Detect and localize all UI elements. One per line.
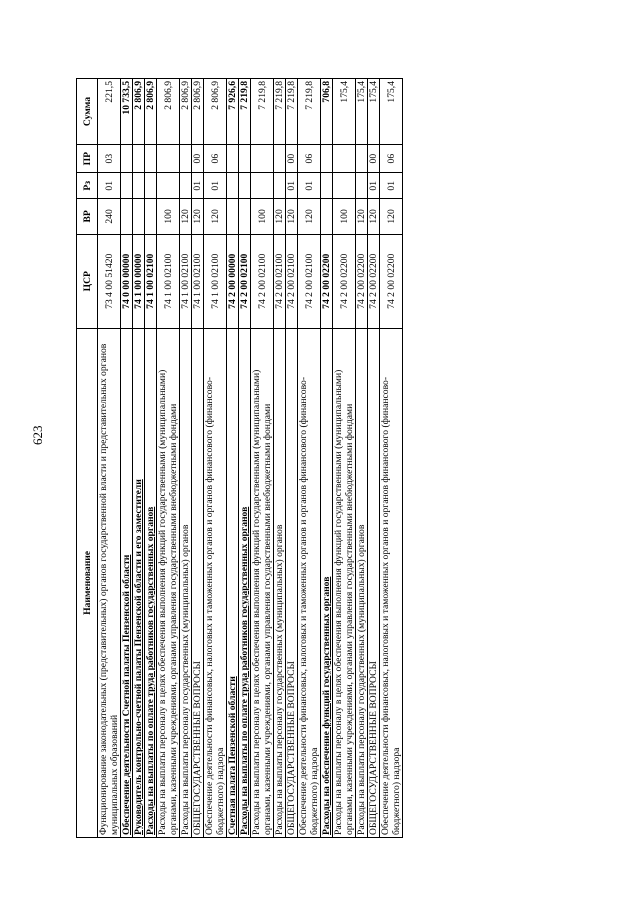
cell-rz: 01 — [204, 173, 227, 199]
table-row — [298, 79, 321, 838]
cell-csr: 74 2 00 02200 — [321, 234, 333, 328]
cell-sum: 221,5 — [98, 79, 121, 145]
cell-name: Расходы на обеспечение функций государственных органов — [321, 328, 333, 837]
cell-pr — [333, 145, 356, 173]
cell-csr: 74 1 00 02100 — [145, 234, 157, 328]
cell-csr: 74 1 00 02100 — [192, 234, 204, 328]
header-sum: Сумма — [77, 79, 98, 145]
cell-pr: 03 — [98, 145, 121, 173]
cell-name: Расходы на выплаты по оплате труда работников государственных органов — [145, 328, 157, 837]
cell-vr — [145, 199, 157, 234]
cell-sum: 2 806,9 — [192, 79, 204, 145]
cell-vr: 120 — [192, 199, 204, 234]
cell-sum: 10 733,5 — [121, 79, 133, 145]
cell-vr — [133, 199, 145, 234]
cell-pr — [133, 145, 145, 173]
rotated-table-container — [76, 78, 639, 838]
cell-pr — [251, 145, 274, 173]
cell-vr: 120 — [298, 199, 321, 234]
cell-pr: 06 — [298, 145, 321, 173]
table-row — [380, 79, 403, 838]
cell-rz: 01 — [98, 173, 121, 199]
table-row — [98, 79, 121, 838]
cell-name: ОБЩЕГОСУДАРСТВЕННЫЕ ВОПРОСЫ — [368, 328, 380, 837]
table-row — [192, 79, 204, 838]
cell-name: Обеспечение деятельности Счетной палаты Пензенской области — [121, 328, 133, 837]
cell-vr: 100 — [333, 199, 356, 234]
table-row — [356, 79, 368, 838]
cell-csr: 74 2 00 02200 — [356, 234, 368, 328]
cell-name: Расходы на выплаты персоналу государственных (муниципальных) органов — [356, 328, 368, 837]
cell-csr: 74 1 00 02100 — [180, 234, 192, 328]
cell-sum: 2 806,9 — [204, 79, 227, 145]
cell-rz: 01 — [286, 173, 298, 199]
cell-csr: 74 1 00 00000 — [133, 234, 145, 328]
table-row — [274, 79, 286, 838]
header-name: Наименование — [77, 328, 98, 837]
cell-csr: 74 2 00 02100 — [239, 234, 251, 328]
cell-sum: 2 806,9 — [133, 79, 145, 145]
cell-sum: 7 219,8 — [274, 79, 286, 145]
cell-name: Расходы на выплаты персоналу государственных (муниципальных) органов — [274, 328, 286, 837]
table-row — [227, 79, 239, 838]
cell-sum: 2 806,9 — [157, 79, 180, 145]
cell-csr: 74 2 00 02200 — [368, 234, 380, 328]
table-row — [286, 79, 298, 838]
cell-name: ОБЩЕГОСУДАРСТВЕННЫЕ ВОПРОСЫ — [286, 328, 298, 837]
cell-name: Функционирование законодательных (представительных) органов государственной власти и представительных органов муниципальных образований — [98, 328, 121, 837]
cell-rz — [180, 173, 192, 199]
cell-pr — [180, 145, 192, 173]
cell-vr — [121, 199, 133, 234]
cell-sum: 175,4 — [333, 79, 356, 145]
cell-pr — [239, 145, 251, 173]
cell-vr — [239, 199, 251, 234]
cell-vr — [321, 199, 333, 234]
cell-csr: 74 0 00 00000 — [121, 234, 133, 328]
header-vr: ВР — [77, 199, 98, 234]
table-row — [321, 79, 333, 838]
cell-csr: 74 2 00 02100 — [274, 234, 286, 328]
table-body — [98, 79, 403, 838]
cell-pr — [121, 145, 133, 173]
cell-rz — [157, 173, 180, 199]
cell-rz — [321, 173, 333, 199]
table-row — [180, 79, 192, 838]
cell-pr: 00 — [192, 145, 204, 173]
cell-sum: 2 806,9 — [145, 79, 157, 145]
cell-rz: 01 — [368, 173, 380, 199]
cell-name: Обеспечение деятельности финансовых, налоговых и таможенных органов и органов финансового (финансово-бюджетного) надзора — [380, 328, 403, 837]
cell-sum: 7 219,8 — [286, 79, 298, 145]
cell-csr: 74 2 00 00000 — [227, 234, 239, 328]
table-row — [333, 79, 356, 838]
header-pr: ПР — [77, 145, 98, 173]
table-row — [251, 79, 274, 838]
cell-rz — [145, 173, 157, 199]
cell-csr: 74 2 00 02100 — [298, 234, 321, 328]
cell-rz: 01 — [298, 173, 321, 199]
cell-name: Обеспечение деятельности финансовых, налоговых и таможенных органов и органов финансового (финансово-бюджетного) надзора — [298, 328, 321, 837]
cell-vr: 100 — [251, 199, 274, 234]
header-row — [77, 79, 98, 838]
cell-sum: 7 926,6 — [227, 79, 239, 145]
cell-vr: 120 — [286, 199, 298, 234]
cell-rz — [239, 173, 251, 199]
cell-pr — [227, 145, 239, 173]
cell-sum: 7 219,8 — [251, 79, 274, 145]
cell-rz — [251, 173, 274, 199]
cell-pr — [157, 145, 180, 173]
cell-pr — [274, 145, 286, 173]
cell-sum: 706,8 — [321, 79, 333, 145]
cell-pr: 00 — [368, 145, 380, 173]
cell-name: Расходы на выплаты персоналу в целях обеспечения выполнения функций государственными (муниципальными) органами, казенными учреждениями, органами управления государственными внебюджетными фондами — [157, 328, 180, 837]
cell-rz — [121, 173, 133, 199]
cell-name: ОБЩЕГОСУДАРСТВЕННЫЕ ВОПРОСЫ — [192, 328, 204, 837]
cell-name: Расходы на выплаты по оплате труда работников государственных органов — [239, 328, 251, 837]
cell-rz — [227, 173, 239, 199]
cell-rz — [356, 173, 368, 199]
cell-csr: 74 2 00 02100 — [286, 234, 298, 328]
cell-sum: 175,4 — [356, 79, 368, 145]
cell-vr: 120 — [356, 199, 368, 234]
table-row — [157, 79, 180, 838]
cell-vr: 100 — [157, 199, 180, 234]
table-row — [239, 79, 251, 838]
cell-rz — [274, 173, 286, 199]
cell-sum: 2 806,9 — [180, 79, 192, 145]
cell-sum: 7 219,8 — [298, 79, 321, 145]
header-csr: ЦСР — [77, 234, 98, 328]
cell-name: Расходы на выплаты персоналу государственных (муниципальных) органов — [180, 328, 192, 837]
cell-vr — [227, 199, 239, 234]
cell-csr: 74 1 00 02100 — [204, 234, 227, 328]
cell-csr: 73 4 00 51420 — [98, 234, 121, 328]
cell-rz — [133, 173, 145, 199]
cell-csr: 74 2 00 02100 — [251, 234, 274, 328]
cell-pr: 00 — [286, 145, 298, 173]
header-rz: Рз — [77, 173, 98, 199]
cell-pr: 06 — [380, 145, 403, 173]
cell-vr: 120 — [274, 199, 286, 234]
cell-pr — [145, 145, 157, 173]
budget-table — [76, 78, 403, 838]
cell-name: Руководитель контрольно-счетной палаты Пензенской области и его заместители — [133, 328, 145, 837]
table-row — [145, 79, 157, 838]
cell-csr: 74 2 00 02200 — [333, 234, 356, 328]
cell-vr: 120 — [204, 199, 227, 234]
cell-csr: 74 2 00 02200 — [380, 234, 403, 328]
table-row — [368, 79, 380, 838]
cell-pr — [356, 145, 368, 173]
cell-vr: 120 — [380, 199, 403, 234]
cell-pr: 06 — [204, 145, 227, 173]
table-row — [121, 79, 133, 838]
cell-name: Расходы на выплаты персоналу в целях обеспечения выполнения функций государственными (муниципальными) органами, казенными учреждениями, органами управления государственными внебюджетными фондами — [251, 328, 274, 837]
cell-vr: 120 — [368, 199, 380, 234]
cell-vr: 240 — [98, 199, 121, 234]
cell-csr: 74 1 00 02100 — [157, 234, 180, 328]
cell-name: Счетная палата Пензенской области — [227, 328, 239, 837]
table-row — [133, 79, 145, 838]
cell-sum: 175,4 — [368, 79, 380, 145]
cell-name: Расходы на выплаты персоналу в целях обеспечения выполнения функций государственными (муниципальными) органами, казенными учреждениями, органами управления государственными внебюджетными фондами — [333, 328, 356, 837]
cell-rz: 01 — [380, 173, 403, 199]
cell-rz: 01 — [192, 173, 204, 199]
table-row — [204, 79, 227, 838]
cell-sum: 7 219,8 — [239, 79, 251, 145]
page-number: 623 — [30, 425, 45, 445]
cell-pr — [321, 145, 333, 173]
cell-vr: 120 — [180, 199, 192, 234]
cell-rz — [333, 173, 356, 199]
cell-sum: 175,4 — [380, 79, 403, 145]
cell-name: Обеспечение деятельности финансовых, налоговых и таможенных органов и органов финансового (финансово-бюджетного) надзора — [204, 328, 227, 837]
